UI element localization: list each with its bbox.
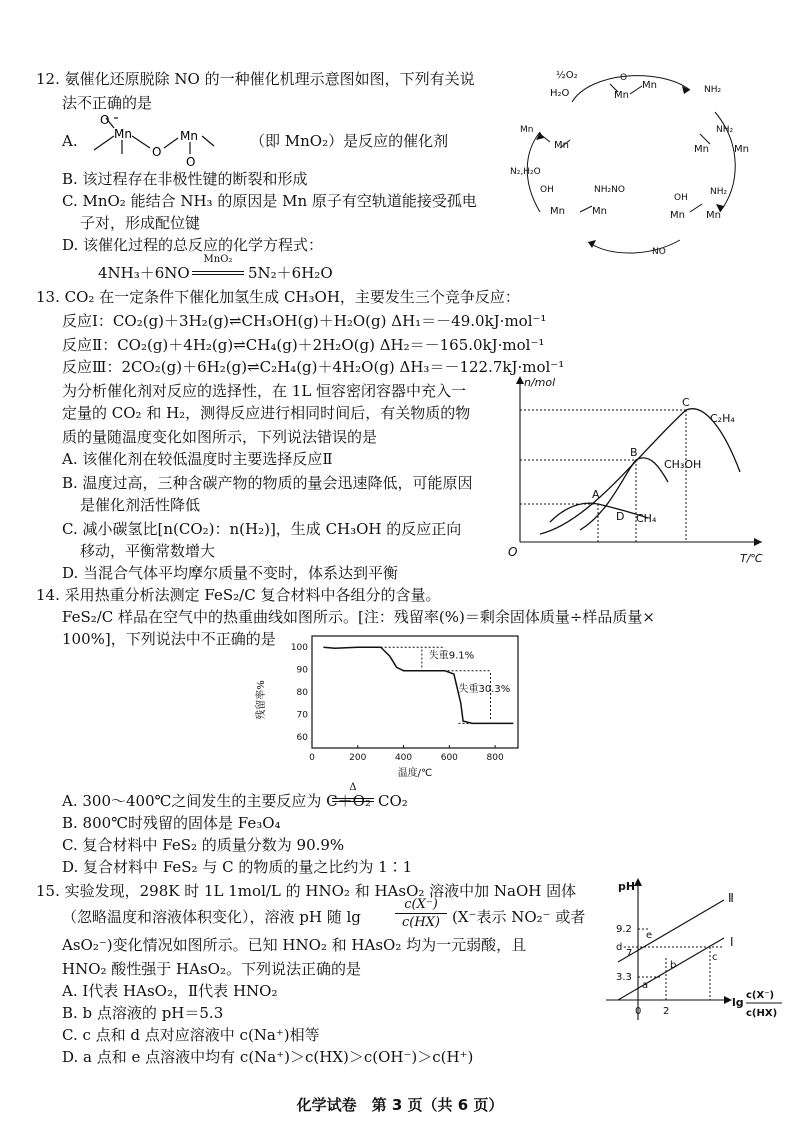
q13-ylabel: n/mol — [524, 376, 556, 389]
q15-line-ii-label: Ⅱ — [728, 891, 734, 905]
tga-x-tick: 0 — [309, 753, 315, 763]
label-oh-right: OH — [674, 193, 688, 203]
q13-y-arrow — [516, 376, 524, 384]
q13-para-3: 质的量随温度变化如图所示，下列说法错误的是 — [62, 428, 378, 446]
q13-chart — [500, 372, 780, 572]
q14-option-b: B. 800℃时残留的固体是 Fe₃O₄ — [62, 814, 281, 832]
q15-option-d: D. a 点和 e 点溶液中均有 c(Na⁺)＞c(HX)＞c(OH⁻)＞c(H⁺) — [62, 1048, 474, 1066]
q15-point-e: e — [646, 930, 653, 941]
tga-x-tick: 200 — [349, 753, 367, 763]
q15-option-b: B. b 点溶液的 pH＝5.3 — [62, 1004, 224, 1022]
q12-option-c-line2: 子对，形成配位键 — [80, 214, 201, 232]
q12-equation-arrow — [190, 254, 246, 284]
tga-y-tick: 60 — [296, 732, 308, 743]
q13-xlabel: T/℃ — [740, 552, 763, 565]
q13-option-b-line1: B. 温度过高，三种含碳产物的物质的量会迅速降低，可能原因 — [62, 474, 473, 492]
q13-option-c-line1: C. 减小碳氢比[n(CO₂)：n(H₂)]，生成 CH₃OH 的反应正向 — [62, 520, 462, 538]
page-footer: 化学试卷 第 3 页（共 6 页） — [296, 1096, 504, 1114]
q13-reaction-2: 反应Ⅱ：CO₂(g)＋4H₂(g)⇌CH₄(g)＋2H₂O(g) ΔH₂＝－165.0kJ·mol⁻¹ — [62, 336, 545, 354]
q13-point-a: A — [592, 488, 600, 501]
label-oh-left: OH — [540, 185, 554, 195]
q13-para-1: 为分析催化剂对反应的选择性，在 1L 恒容密闭容器中充入一 — [62, 382, 467, 400]
cycle-arrow-bottom — [588, 240, 680, 253]
q15-option-a: A. Ⅰ代表 HAsO₂，Ⅱ代表 HNO₂ — [62, 982, 278, 1000]
mno2-o-bridge: O — [152, 145, 162, 159]
tga-x-tick: 400 — [394, 753, 413, 763]
label-mn-bottom-left2: Mn — [592, 206, 607, 217]
label-nh2-bottom: NH₂ — [710, 187, 728, 197]
q15-xlabel-den: c(HX) — [746, 1008, 778, 1019]
q14-option-c: C. 复合材料中 FeS₂ 的质量分数为 90.9% — [62, 836, 345, 854]
tga-x-tick: 600 — [440, 753, 458, 763]
q12-stem-line2: 法不正确的是 — [62, 94, 153, 112]
q12-equation-right: 5N₂＋6H₂O — [248, 264, 333, 282]
q13-option-b-line2: 是催化剂活性降低 — [80, 496, 201, 514]
q13-reaction-1: 反应Ⅰ：CO₂(g)＋3H₂(g)⇌CH₃OH(g)＋H₂O(g) ΔH₁＝－49.0kJ·mol⁻¹ — [62, 312, 547, 330]
q13-origin: O — [508, 545, 518, 559]
q15-x-2: 2 — [663, 1006, 670, 1017]
label-half-o2: ½O₂ — [556, 70, 578, 81]
q14-option-d: D. 复合材料中 FeS₂ 与 C 的物质的量之比约为 1∶1 — [62, 858, 413, 876]
q15-x-0: 0 — [635, 1006, 642, 1017]
q14-option-a-condition: Δ — [349, 782, 357, 793]
q15-chart — [604, 870, 784, 1030]
mno2-mn-right: Mn — [180, 129, 198, 143]
q15-line-i-label: Ⅰ — [730, 935, 734, 949]
q12-equation-left: 4NH₃＋6NO — [98, 264, 190, 282]
q14-stem-line3: 100%]，下列说法中不正确的是 — [62, 630, 276, 648]
label-h2o-top: H₂O — [550, 88, 570, 99]
q15-point-a: a — [642, 980, 649, 991]
label-nh2-right: NH₂ — [716, 125, 734, 135]
mno2-structure — [78, 108, 248, 170]
q13-x-arrow — [754, 538, 762, 546]
label-mn-right2: Mn — [734, 144, 749, 155]
q15-stem-line4: HNO₂ 酸性强于 HAsO₂。下列说法正确的是 — [62, 960, 361, 978]
tga-y-tick: 90 — [296, 665, 308, 676]
label-o-top: O — [620, 73, 628, 83]
label-nh2-top: NH₂ — [704, 85, 722, 95]
label-mn-left2: Mn — [554, 140, 569, 151]
label-mn-bottom-left: Mn — [550, 206, 565, 217]
tga-annotation-30-3: 失重30.3% — [458, 684, 511, 695]
q13-point-d: D — [616, 510, 625, 523]
q14-stem-line2: FeS₂/C 样品在空气中的热重曲线如图所示。[注：残留率(%)＝剩余固体质量÷样品质量× — [62, 608, 656, 626]
q15-y-7: 7 — [626, 948, 633, 959]
label-mn-left: Mn — [520, 125, 534, 135]
q15-stem-line2b: (X⁻表示 NO₂⁻ 或者 — [452, 908, 586, 926]
mno2-o-top: O — [100, 113, 110, 127]
q13-option-d: D. 当混合气体平均摩尔质量不变时，体系达到平衡 — [62, 564, 399, 582]
q15-line-II — [618, 900, 724, 962]
q15-y-3-3: 3.3 — [616, 972, 632, 983]
q13-series-c2h4: C₂H₄ — [710, 412, 735, 425]
q15-point-d: d — [616, 942, 623, 953]
label-mn-bottom-right2: Mn — [706, 210, 721, 221]
tga-y-tick: 70 — [296, 710, 308, 721]
arrowhead-3 — [588, 240, 596, 248]
q15-stem-line2a: （忽略温度和溶液体积变化），溶液 pH 随 lg — [62, 908, 361, 926]
q12-option-a-text: （即 MnO₂）是反应的催化剂 — [250, 132, 449, 150]
q15-xlabel-num: c(X⁻) — [746, 990, 775, 1001]
q14-option-a-text: A. 300～400℃之间发生的主要反应为 C＋O₂ — [62, 792, 371, 810]
label-n2-h2o: N₂,H₂O — [510, 167, 541, 177]
q13-para-2: 定量的 CO₂ 和 H₂，测得反应进行相同时间后，有关物质的物 — [62, 404, 471, 422]
q15-point-c: c — [712, 952, 718, 963]
q12-mechanism-diagram — [510, 62, 770, 272]
q12-option-a-prefix: A. — [62, 132, 78, 150]
q15-stem-line1: 15. 实验发现，298K 时 1L 1mol/L 的 HNO₂ 和 HAsO₂ 溶液中加 NaOH 固体 — [36, 882, 577, 900]
q15-y-arrow — [634, 878, 642, 886]
tga-xlabel: 温度/℃ — [397, 768, 433, 779]
label-mn-top: Mn — [614, 90, 629, 101]
q13-option-a: A. 该催化剂在较低温度时主要选择反应Ⅱ — [62, 450, 333, 468]
q15-x-arrow — [724, 996, 732, 1004]
q15-fraction — [395, 896, 447, 931]
q13-reaction-3: 反应Ⅲ：2CO₂(g)＋6H₂(g)⇌C₂H₄(g)＋4H₂O(g) ΔH₃＝－122.7kJ·mol⁻¹ — [62, 358, 565, 376]
q14-stem-line1: 14. 采用热重分析法测定 FeS₂/C 复合材料中各组分的含量。 — [36, 586, 441, 604]
q15-option-c: C. c 点和 d 点对应溶液中 c(Na⁺)相等 — [62, 1026, 320, 1044]
mno2-mn-left: Mn — [114, 127, 132, 141]
q12-equation-condition: MnO₂ — [203, 254, 233, 265]
q15-point-b: b — [670, 960, 677, 971]
cycle-arrow-top — [572, 76, 690, 102]
q15-stem-line3: AsO₂⁻)变化情况如图所示。已知 HNO₂ 和 HAsO₂ 均为一元弱酸，且 — [62, 936, 527, 954]
tga-annotation-9-1: 失重9.1% — [428, 650, 475, 662]
q15-fraction-num: c(X⁻) — [404, 897, 438, 912]
q13-stem: 13. CO₂ 在一定条件下催化加氢生成 CH₃OH，主要发生三个竞争反应： — [36, 288, 520, 306]
q14-tga-chart — [250, 630, 550, 780]
label-mn-top2: Mn — [642, 80, 657, 91]
q13-series-ch4: CH₄ — [636, 512, 657, 525]
q15-xlabel-lg: lg — [732, 996, 744, 1009]
mno2-o-bottom: O — [186, 155, 196, 169]
label-mn-bottom-right: Mn — [670, 210, 685, 221]
tga-y-tick: 80 — [296, 688, 308, 698]
q13-point-c: C — [682, 396, 690, 409]
q12-option-d: D. 该催化过程的总反应的化学方程式： — [62, 236, 324, 254]
label-no: NO — [652, 247, 666, 257]
q13-curve-ch4 — [550, 503, 648, 522]
tga-y-tick: 100 — [290, 643, 308, 654]
q15-fraction-den: c(HX) — [401, 915, 441, 930]
label-nh2no: NH₂NO — [594, 185, 625, 195]
q13-series-ch3oh: CH₃OH — [664, 458, 702, 471]
tga-ylabel: 残留率% — [256, 680, 267, 720]
q13-point-b: B — [630, 446, 638, 459]
q14-option-a-arrow — [330, 782, 376, 810]
tga-x-tick: 800 — [486, 753, 504, 763]
q12-option-b: B. 该过程存在非极性键的断裂和形成 — [62, 170, 308, 188]
q12-option-c-line1: C. MnO₂ 能结合 NH₃ 的原因是 Mn 原子有空轨道能接受孤电 — [62, 192, 477, 210]
q15-ylabel: pH — [618, 880, 636, 893]
q13-option-c-line2: 移动，平衡常数增大 — [80, 542, 216, 560]
q12-stem-line1: 12. 氨催化还原脱除 NO 的一种催化机理示意图如图，下列有关说 — [36, 70, 475, 88]
q14-option-a-product: CO₂ — [378, 792, 408, 810]
label-mn-right: Mn — [694, 144, 709, 155]
q15-y-9-2: 9.2 — [616, 924, 632, 935]
